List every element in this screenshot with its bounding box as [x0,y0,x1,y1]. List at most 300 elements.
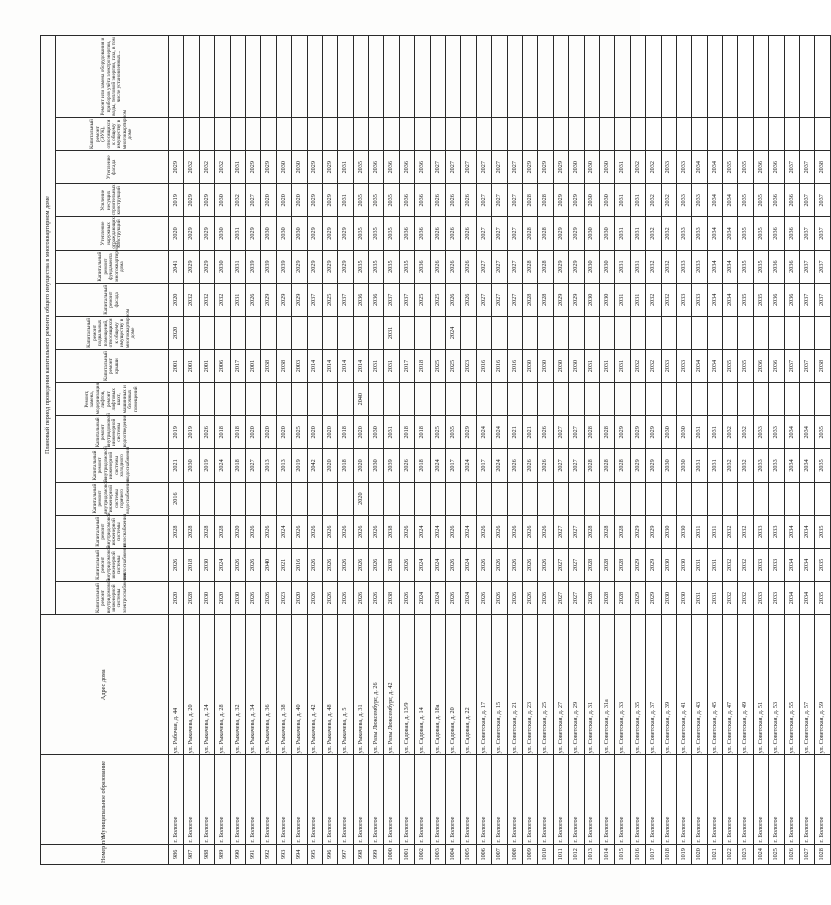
row-year-cell: 2032 [199,283,214,316]
row-year-cell: 2029 [184,184,199,217]
row-year-cell: 2033 [769,416,784,449]
row-address: ул. Советская, д. 47 [723,615,738,755]
row-year-cell [815,482,830,515]
row-municipality: г. Бологое [353,755,368,844]
row-year-cell: 2013 [261,449,276,482]
row-year-cell: 2024 [430,548,445,581]
row-year-cell: 2025 [292,416,307,449]
row-year-cell: 2020 [292,184,307,217]
row-year-cell: 2035 [815,515,830,548]
table-row [769,36,784,865]
row-year-cell: 2040 [353,383,368,416]
row-year-cell: 2037 [399,283,414,316]
row-year-cell: 2026 [522,581,537,614]
table-row [646,36,661,865]
row-year-cell: 2036 [769,283,784,316]
row-year-cell: 2021 [169,449,184,482]
row-year-cell: 2035 [384,184,399,217]
row-year-cell: 2032 [215,283,230,316]
row-year-cell [492,482,507,515]
row-year-cell: 2036 [753,151,768,184]
row-year-cell [292,383,307,416]
row-year-cell: 2033 [692,283,707,316]
row-year-cell [215,482,230,515]
row-year-cell [276,36,291,118]
row-address: ул. Рыкачева, д. 20 [184,615,199,755]
row-year-cell: 2034 [800,449,815,482]
row-year-cell [430,316,445,349]
row-year-cell [461,118,476,151]
row-year-cell: 2024 [415,548,430,581]
row-year-cell: 2018 [184,548,199,581]
row-number: 990 [230,844,245,864]
row-year-cell [276,383,291,416]
row-year-cell: 2039 [261,250,276,283]
row-year-cell [461,36,476,118]
row-year-cell: 2036 [353,283,368,316]
row-year-cell [507,36,522,118]
row-number: 1022 [723,844,738,864]
row-year-cell: 2014 [307,349,322,382]
row-address: ул. Рыкачева, д. 28 [215,615,230,755]
row-municipality: г. Бологое [184,755,199,844]
row-year-cell [430,383,445,416]
row-year-cell: 2032 [723,581,738,614]
row-year-cell: 2035 [815,548,830,581]
row-year-cell [476,316,491,349]
row-number: 1015 [615,844,630,864]
row-year-cell: 2026 [461,184,476,217]
row-year-cell [415,482,430,515]
row-year-cell: 2024 [461,449,476,482]
row-year-cell: 2031 [230,283,245,316]
row-year-cell: 2029 [322,151,337,184]
row-year-cell: 2034 [707,250,722,283]
row-year-cell [784,482,799,515]
row-year-cell: 2014 [353,349,368,382]
row-year-cell [507,118,522,151]
row-year-cell: 2029 [630,416,645,449]
row-year-cell: 2030 [215,217,230,250]
row-year-cell [184,482,199,515]
row-year-cell: 2036 [399,151,414,184]
table-row [169,36,184,865]
row-year-cell: 2027 [569,515,584,548]
row-year-cell: 2031 [630,283,645,316]
row-year-cell [369,482,384,515]
table-row [369,36,384,865]
row-year-cell [199,118,214,151]
row-year-cell: 2026 [353,581,368,614]
row-year-cell: 2030 [584,217,599,250]
row-year-cell [476,36,491,118]
row-year-cell: 2032 [738,515,753,548]
row-address: ул. Советская, д. 53 [769,615,784,755]
row-municipality: г. Бологое [307,755,322,844]
row-year-cell: 2032 [184,151,199,184]
row-year-cell: 2036 [784,184,799,217]
row-year-cell: 2032 [661,250,676,283]
row-year-cell: 2038 [384,581,399,614]
row-year-cell: 2026 [446,283,461,316]
row-year-cell [369,316,384,349]
row-year-cell: 2035 [738,283,753,316]
row-year-cell [322,118,337,151]
row-year-cell: 2026 [169,548,184,581]
row-year-cell [522,118,537,151]
row-municipality: г. Бологое [584,755,599,844]
row-year-cell: 2028 [599,515,614,548]
row-year-cell: 2031 [230,151,245,184]
row-municipality: г. Бологое [384,755,399,844]
row-year-cell: 2031 [707,515,722,548]
row-year-cell: 2029 [646,515,661,548]
row-year-cell [446,118,461,151]
row-year-cell: 2029 [630,515,645,548]
row-year-cell [753,482,768,515]
row-year-cell: 2026 [307,515,322,548]
row-number: 1000 [384,844,399,864]
row-year-cell: 2026 [199,416,214,449]
row-year-cell: 2023 [461,349,476,382]
row-year-cell: 2029 [553,217,568,250]
row-municipality: г. Бологое [707,755,722,844]
row-year-cell: 2030 [569,349,584,382]
row-year-cell [353,118,368,151]
row-year-cell: 2029 [553,250,568,283]
row-year-cell: 2029 [646,548,661,581]
row-year-cell: 2040 [261,548,276,581]
row-year-cell: 2030 [676,548,691,581]
row-year-cell [599,316,614,349]
row-year-cell [584,36,599,118]
table-row [599,36,614,865]
row-address: ул. Рыкачева, д. 24 [199,615,214,755]
row-year-cell [723,118,738,151]
row-year-cell [307,383,322,416]
table-row [384,36,399,865]
row-year-cell: 2025 [446,349,461,382]
row-year-cell: 2019 [169,184,184,217]
table-row [430,36,445,865]
row-year-cell: 2026 [307,548,322,581]
row-year-cell: 2032 [661,184,676,217]
row-address: ул. Советская, д. 17 [476,615,491,755]
table-row [261,36,276,865]
column-header: Утепление наружных ограждающих конструкций [56,217,169,250]
row-year-cell: 2031 [230,217,245,250]
row-year-cell: 2030 [599,151,614,184]
row-year-cell: 2034 [707,217,722,250]
row-year-cell: 2035 [738,151,753,184]
row-year-cell [492,383,507,416]
row-year-cell: 2029 [199,250,214,283]
row-year-cell: 2036 [369,151,384,184]
row-address: ул. Садовая, д. 20 [446,615,461,755]
row-year-cell [723,36,738,118]
row-number: 1010 [538,844,553,864]
row-year-cell [245,383,260,416]
row-number: 994 [292,844,307,864]
row-year-cell: 2032 [723,548,738,581]
row-year-cell: 2029 [630,581,645,614]
row-year-cell: 2024 [461,515,476,548]
row-year-cell: 2035 [369,217,384,250]
row-year-cell: 2037 [307,283,322,316]
row-year-cell [538,316,553,349]
row-year-cell [553,36,568,118]
row-year-cell: 2026 [430,217,445,250]
row-year-cell: 2035 [738,349,753,382]
table-row [538,36,553,865]
row-year-cell [569,482,584,515]
row-year-cell: 2026 [322,548,337,581]
row-year-cell: 2034 [800,581,815,614]
row-year-cell: 2036 [769,184,784,217]
row-year-cell [646,36,661,118]
row-year-cell [245,482,260,515]
row-year-cell [461,383,476,416]
row-year-cell [646,383,661,416]
row-year-cell: 2030 [599,283,614,316]
row-year-cell: 2035 [753,283,768,316]
row-year-cell: 2027 [492,250,507,283]
row-year-cell: 2030 [292,217,307,250]
table-row [661,36,676,865]
row-year-cell [507,482,522,515]
row-year-cell [399,36,414,118]
row-year-cell: 2035 [353,250,368,283]
row-year-cell [784,316,799,349]
row-year-cell: 2026 [461,217,476,250]
table-row [415,36,430,865]
row-year-cell: 2028 [599,548,614,581]
row-year-cell: 2034 [723,283,738,316]
row-year-cell: 2032 [738,449,753,482]
row-year-cell: 2036 [415,184,430,217]
table-row [553,36,568,865]
row-year-cell: 2001 [169,349,184,382]
row-year-cell [384,118,399,151]
row-year-cell: 2035 [738,217,753,250]
row-year-cell [599,118,614,151]
row-year-cell [800,316,815,349]
row-year-cell [245,36,260,118]
row-year-cell [553,316,568,349]
row-year-cell: 2024 [461,548,476,581]
row-year-cell: 2037 [384,283,399,316]
row-year-cell [800,482,815,515]
row-year-cell: 2031 [384,316,399,349]
row-year-cell: 2017 [476,449,491,482]
row-year-cell: 2023 [276,581,291,614]
row-number: 1028 [815,844,830,864]
row-address: ул. Советская, д. 23 [522,615,537,755]
table-row [492,36,507,865]
row-year-cell: 2026 [461,250,476,283]
row-year-cell: 2017 [230,349,245,382]
row-year-cell: 2031 [384,416,399,449]
row-year-cell [569,383,584,416]
row-year-cell [322,482,337,515]
repair-schedule-table [40,35,831,865]
row-municipality: г. Бологое [276,755,291,844]
row-year-cell: 2026 [292,515,307,548]
row-year-cell: 2006 [215,349,230,382]
table-row [753,36,768,865]
row-address: ул. Рыкачева, д. 36 [261,615,276,755]
row-year-cell [169,383,184,416]
row-year-cell [753,36,768,118]
row-year-cell: 2029 [569,250,584,283]
row-year-cell [707,482,722,515]
row-year-cell: 2036 [784,283,799,316]
row-year-cell: 2030 [661,449,676,482]
row-year-cell: 2029 [307,184,322,217]
row-year-cell [169,36,184,118]
row-year-cell: 2030 [676,581,691,614]
row-year-cell: 2026 [369,548,384,581]
row-number: 988 [199,844,214,864]
row-year-cell: 2035 [753,184,768,217]
row-year-cell: 2019 [199,449,214,482]
row-year-cell [215,316,230,349]
row-year-cell: 2028 [584,416,599,449]
row-year-cell: 2032 [199,151,214,184]
row-year-cell [615,316,630,349]
row-year-cell [215,383,230,416]
row-year-cell: 2035 [369,250,384,283]
row-year-cell: 2037 [784,349,799,382]
row-year-cell: 2029 [276,283,291,316]
row-year-cell: 2019 [169,416,184,449]
row-year-cell: 2026 [446,548,461,581]
row-year-cell: 2035 [369,184,384,217]
table-row [184,36,199,865]
row-year-cell: 2034 [707,349,722,382]
row-year-cell [538,383,553,416]
row-year-cell: 2031 [384,349,399,382]
row-year-cell: 2020 [245,416,260,449]
row-year-cell [784,383,799,416]
row-year-cell [630,482,645,515]
row-year-cell: 2038 [276,349,291,382]
row-year-cell: 2031 [338,184,353,217]
row-year-cell [184,383,199,416]
row-year-cell: 2018 [415,349,430,382]
table-row [676,36,691,865]
row-year-cell: 2027 [476,283,491,316]
row-year-cell [769,383,784,416]
row-year-cell: 2036 [384,151,399,184]
row-year-cell [292,482,307,515]
row-year-cell: 2033 [753,515,768,548]
row-year-cell: 2027 [492,151,507,184]
row-year-cell: 2027 [476,184,491,217]
row-year-cell: 2035 [738,184,753,217]
row-year-cell: 2027 [569,449,584,482]
row-year-cell [615,383,630,416]
row-year-cell: 2028 [522,217,537,250]
table-row [399,36,414,865]
row-year-cell: 2033 [676,349,691,382]
row-year-cell [261,36,276,118]
row-year-cell: 2026 [369,581,384,614]
row-year-cell: 2028 [215,515,230,548]
row-year-cell: 2026 [507,581,522,614]
column-header: Капитальный ремонт внутридомовой инженерной системы холодного водоснабжения [56,449,169,482]
row-year-cell: 2020 [322,449,337,482]
row-year-cell [261,383,276,416]
row-year-cell: 2029 [461,416,476,449]
row-number: 992 [261,844,276,864]
row-year-cell: 2027 [553,416,568,449]
row-year-cell: 2028 [584,548,599,581]
row-year-cell: 2018 [415,416,430,449]
column-header: Усиление несущих строительных конструкций [56,184,169,217]
row-year-cell: 2029 [307,250,322,283]
row-year-cell: 2033 [753,416,768,449]
row-year-cell: 2026 [492,515,507,548]
row-year-cell: 2016 [169,482,184,515]
column-header: Капитальный ремонт крыши [56,349,169,382]
row-address: ул. Садовая, д. 14 [415,615,430,755]
row-municipality: г. Бологое [261,755,276,844]
row-year-cell: 2033 [661,349,676,382]
row-municipality: г. Бологое [338,755,353,844]
row-year-cell: 2032 [661,283,676,316]
row-year-cell: 2027 [553,515,568,548]
row-year-cell [738,118,753,151]
row-year-cell: 2028 [584,581,599,614]
row-year-cell [184,316,199,349]
row-year-cell: 2026 [446,184,461,217]
row-year-cell: 2039 [384,449,399,482]
row-year-cell: 2032 [738,548,753,581]
row-year-cell: 2026 [538,416,553,449]
row-year-cell: 2030 [184,449,199,482]
row-year-cell: 2032 [723,416,738,449]
row-year-cell: 2025 [415,283,430,316]
row-year-cell: 2038 [815,349,830,382]
row-year-cell: 2028 [599,581,614,614]
row-year-cell: 2028 [184,581,199,614]
row-year-cell: 2031 [692,581,707,614]
row-year-cell: 2016 [292,548,307,581]
row-number: 1002 [415,844,430,864]
table-row [230,36,245,865]
row-year-cell: 2029 [292,283,307,316]
row-year-cell: 2028 [184,515,199,548]
row-year-cell: 2036 [399,184,414,217]
row-year-cell: 2035 [723,349,738,382]
row-year-cell: 2034 [707,151,722,184]
row-year-cell [723,316,738,349]
row-year-cell: 2035 [353,217,368,250]
row-year-cell: 2029 [184,250,199,283]
row-year-cell [738,36,753,118]
row-year-cell: 2032 [738,416,753,449]
table-row [584,36,599,865]
row-year-cell: 2036 [369,283,384,316]
row-year-cell: 2032 [630,151,645,184]
row-year-cell: 2028 [522,250,537,283]
row-year-cell: 2020 [307,416,322,449]
row-year-cell [522,316,537,349]
row-year-cell [630,118,645,151]
row-year-cell: 2026 [322,581,337,614]
row-year-cell: 2026 [446,217,461,250]
